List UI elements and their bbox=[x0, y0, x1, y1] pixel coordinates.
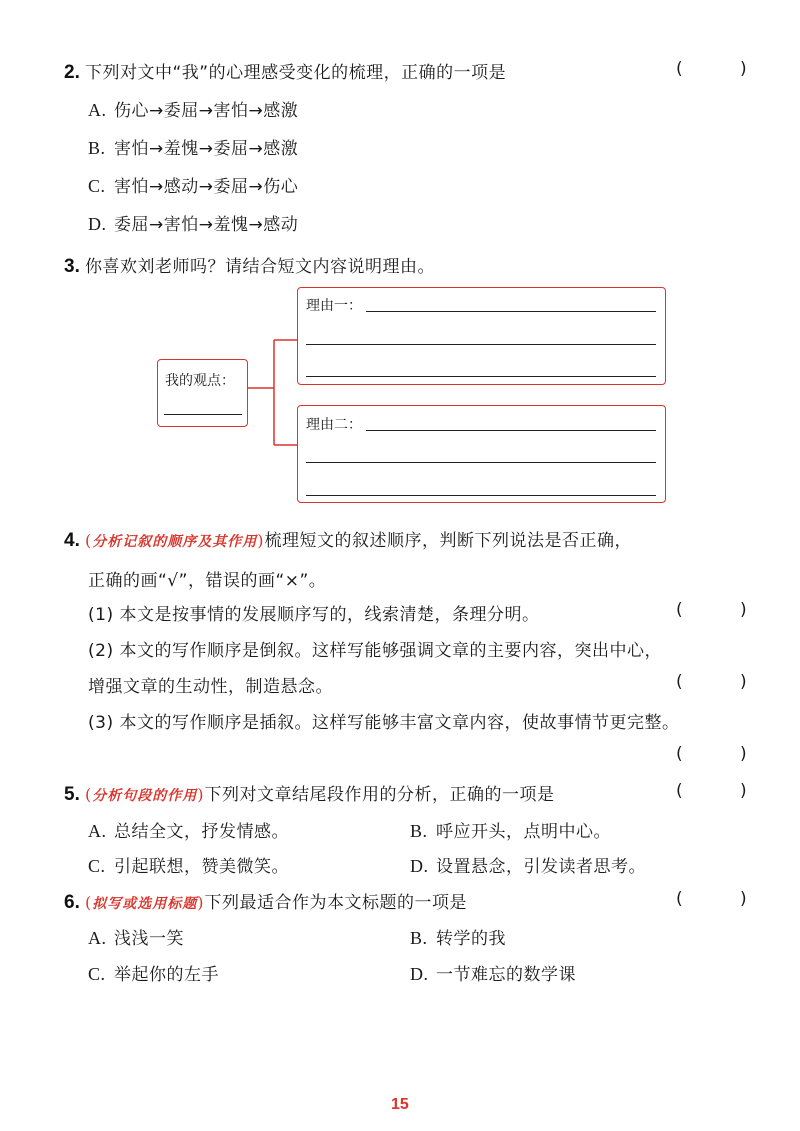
q2-option-b-text: 害怕→羞愧→委屈→感激 bbox=[114, 139, 299, 159]
page-number: 15 bbox=[391, 1096, 409, 1113]
q4-item-1-answer-paren[interactable]: ( ) bbox=[676, 600, 773, 620]
q2-option-c-label: C. bbox=[88, 176, 106, 196]
q5-option-d-text: 设置悬念，引发读者思考。 bbox=[436, 857, 646, 877]
q2-option-a-label: A. bbox=[88, 100, 107, 120]
q2-option-a[interactable] bbox=[88, 96, 298, 121]
question-3-text: 你喜欢刘老师吗？请结合短文内容说明理由。 bbox=[84, 257, 435, 277]
question-6-number: 6. bbox=[64, 892, 80, 913]
q2-option-a-text: 伤心→委屈→害怕→感激 bbox=[114, 101, 299, 121]
question-5-skill-tag: (分析句段的作用) bbox=[84, 785, 205, 804]
q5-option-b-label: B. bbox=[410, 821, 428, 841]
question-6-answer-paren[interactable]: ( ) bbox=[676, 889, 773, 909]
reason-1-line-1[interactable] bbox=[366, 311, 656, 312]
q2-option-b-label: B. bbox=[88, 138, 106, 158]
question-2 bbox=[64, 58, 506, 84]
mindmap-connector bbox=[240, 330, 302, 460]
reason-1-label: 理由一： bbox=[306, 298, 362, 314]
reason-1-line-2[interactable] bbox=[306, 344, 656, 345]
question-2-number: 2. bbox=[64, 62, 80, 83]
q6-option-b-text: 转学的我 bbox=[436, 929, 506, 949]
q6-option-c-text: 举起你的左手 bbox=[114, 965, 219, 985]
q2-option-b[interactable] bbox=[88, 134, 298, 159]
q6-option-c[interactable] bbox=[88, 960, 219, 985]
question-2-answer-paren[interactable]: ( ) bbox=[676, 59, 773, 79]
q4-item-2: (2) 本文的写作顺序是倒叙。这样写能够强调文章的主要内容，突出中心， bbox=[88, 641, 662, 661]
q2-option-d-text: 委屈→害怕→羞愧→感动 bbox=[114, 215, 299, 235]
q6-option-a-text: 浅浅一笑 bbox=[114, 929, 184, 949]
question-3-number: 3. bbox=[64, 256, 80, 277]
question-2-text: 下列对文中“我”的心理感受变化的梳理，正确的一项是 bbox=[84, 63, 507, 83]
q5-option-c-text: 引起联想，赞美微笑。 bbox=[114, 857, 289, 877]
question-4-skill-tag: (分析记叙的顺序及其作用) bbox=[84, 531, 265, 550]
viewpoint-answer-line[interactable] bbox=[164, 414, 242, 415]
q6-option-d-label: D. bbox=[410, 964, 429, 984]
q4-item-2-answer-paren[interactable]: ( ) bbox=[676, 672, 773, 692]
question-3 bbox=[64, 252, 435, 278]
q2-option-c[interactable] bbox=[88, 172, 298, 197]
q5-option-a[interactable] bbox=[88, 817, 289, 842]
q5-option-c[interactable] bbox=[88, 852, 289, 877]
reason-2-box bbox=[297, 405, 666, 503]
q5-option-d[interactable] bbox=[410, 852, 646, 877]
viewpoint-box bbox=[157, 359, 248, 427]
q6-option-b-label: B. bbox=[410, 928, 428, 948]
q4-item-2-continued: 增强文章的生动性，制造悬念。 bbox=[88, 677, 333, 697]
q2-option-c-text: 害怕→感动→委屈→伤心 bbox=[114, 177, 299, 197]
question-4-text-line-2: 正确的画“√”，错误的画“×”。 bbox=[88, 571, 327, 591]
reason-2-line-3[interactable] bbox=[306, 495, 656, 496]
q6-option-b[interactable] bbox=[410, 924, 506, 949]
question-5 bbox=[64, 780, 554, 806]
q4-item-3: (3) 本文的写作顺序是插叙。这样写能够丰富文章内容，使故事情节更完整。 bbox=[88, 713, 680, 733]
question-4-text-line-1: 梳理短文的叙述顺序，判断下列说法是否正确， bbox=[264, 531, 632, 551]
q5-option-a-text: 总结全文，抒发情感。 bbox=[114, 822, 289, 842]
q4-item-3-answer-paren[interactable]: ( ) bbox=[676, 744, 773, 764]
viewpoint-label: 我的观点： bbox=[165, 373, 235, 389]
question-4-number: 4. bbox=[64, 530, 80, 551]
q5-option-b[interactable] bbox=[410, 817, 611, 842]
q6-option-a[interactable] bbox=[88, 924, 184, 949]
q4-item-1: (1) 本文是按事情的发展顺序写的，线索清楚，条理分明。 bbox=[88, 605, 540, 625]
question-6-text: 下列最适合作为本文标题的一项是 bbox=[204, 893, 467, 913]
reason-2-label: 理由二： bbox=[306, 417, 362, 433]
q6-option-d[interactable] bbox=[410, 960, 576, 985]
q2-option-d-label: D. bbox=[88, 214, 107, 234]
reason-2-line-1[interactable] bbox=[366, 430, 656, 431]
q5-option-d-label: D. bbox=[410, 856, 429, 876]
question-5-answer-paren[interactable]: ( ) bbox=[676, 781, 773, 801]
reason-2-line-2[interactable] bbox=[306, 462, 656, 463]
q5-option-a-label: A. bbox=[88, 821, 107, 841]
question-6-skill-tag: (拟写或选用标题) bbox=[84, 893, 205, 912]
question-5-number: 5. bbox=[64, 784, 80, 805]
reason-1-line-3[interactable] bbox=[306, 376, 656, 377]
q6-option-c-label: C. bbox=[88, 964, 106, 984]
q5-option-c-label: C. bbox=[88, 856, 106, 876]
q2-option-d[interactable] bbox=[88, 210, 298, 235]
q5-option-b-text: 呼应开头，点明中心。 bbox=[436, 822, 611, 842]
question-6 bbox=[64, 888, 467, 914]
question-5-text: 下列对文章结尾段作用的分析，正确的一项是 bbox=[204, 785, 555, 805]
q6-option-a-label: A. bbox=[88, 928, 107, 948]
q6-option-d-text: 一节难忘的数学课 bbox=[436, 965, 576, 985]
reason-1-box bbox=[297, 287, 666, 385]
question-4 bbox=[64, 526, 632, 552]
